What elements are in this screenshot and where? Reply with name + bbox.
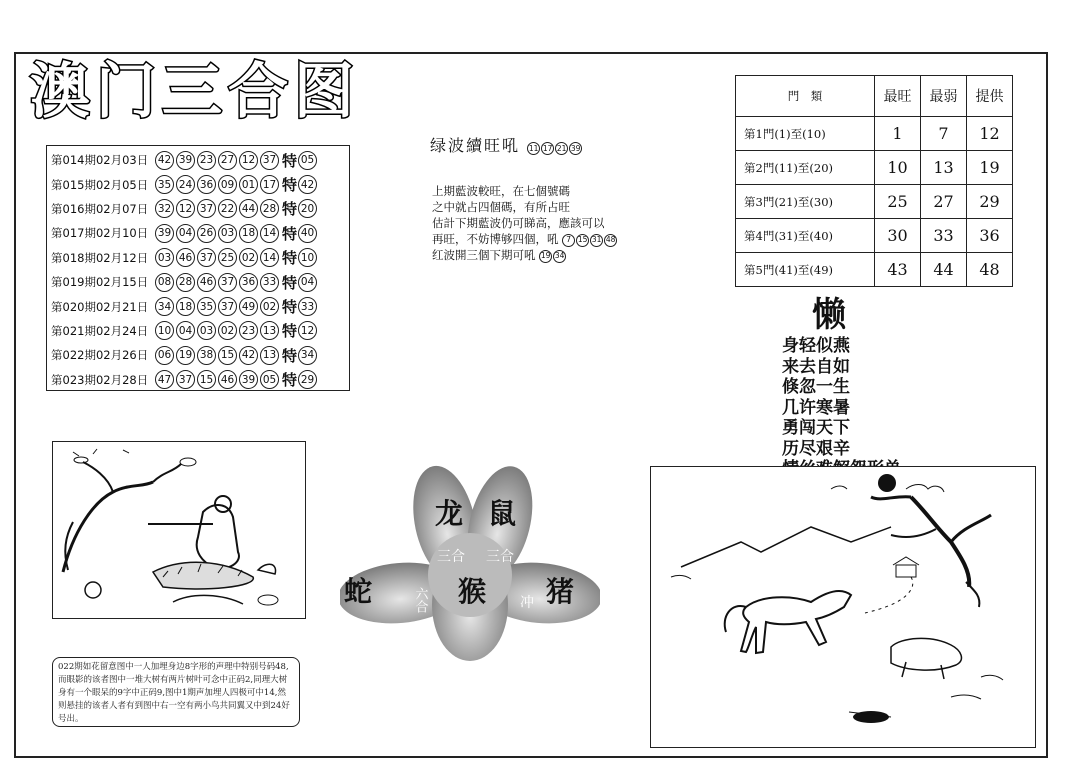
special-marker: 特: [282, 371, 298, 390]
door-give-value: 12: [967, 117, 1013, 151]
number-ball: 37: [197, 199, 216, 218]
number-ball: 18: [239, 224, 258, 243]
number-ball: 12: [239, 151, 258, 170]
special-marker: 特: [282, 151, 298, 170]
old-man-picture: [52, 441, 306, 619]
draw-row: [51, 197, 345, 221]
number-ball: 33: [260, 273, 279, 292]
door-min-value: 33: [921, 219, 967, 253]
number-ball: 15: [218, 346, 237, 365]
door-range-label: 第1門(1)至(10): [736, 117, 875, 151]
special-number-ball: 42: [298, 175, 317, 194]
draw-period-label: 第018期02月12日: [51, 250, 149, 265]
draw-period-label: 第020期02月21日: [51, 299, 149, 314]
analysis-line: 之中就占四個碼，有所占旺: [432, 200, 570, 214]
number-ball: 46: [218, 370, 237, 389]
special-marker: 特: [282, 249, 298, 268]
number-ball: 35: [197, 297, 216, 316]
poem-line: 历尽艰辛: [782, 438, 850, 459]
number-ball: 37: [218, 273, 237, 292]
small-number-ball: 31: [590, 234, 603, 247]
number-ball: 28: [260, 199, 279, 218]
door-min-value: 7: [921, 117, 967, 151]
draw-row: [51, 148, 345, 172]
special-number-ball: 04: [298, 273, 317, 292]
analysis-line: 红波開三個下期可吼 19 34: [432, 248, 565, 262]
number-ball: 26: [197, 224, 216, 243]
door-min-value: 44: [921, 253, 967, 287]
flower-petals: [340, 465, 600, 661]
header-max: 最旺: [875, 76, 921, 117]
hint-note: 022期如花留意图中一人加埋身边8字形的声理中特别号码48,而眼影的该者图中一堆大树有两片树叶可念中正码2,同理大树身有一个眼呆的9字中正码9,图中1期声加埋人四极可中14,然则悬挂的该者人者有到图中右一空有两小鸟共同翼又中到24好号出。: [52, 657, 300, 727]
number-ball: 02: [260, 297, 279, 316]
draw-period-label: 第015期02月05日: [51, 177, 149, 192]
door-max-value: 43: [875, 253, 921, 287]
draw-period-label: 第014期02月03日: [51, 153, 149, 168]
poem: [782, 336, 901, 480]
door-row: [736, 117, 1013, 151]
zodiac-dragon: 龙: [435, 497, 464, 530]
zodiac-monkey: 猴: [458, 575, 487, 608]
special-number-ball: 12: [298, 321, 317, 340]
number-ball: 09: [218, 175, 237, 194]
header-category: 門 類: [736, 76, 875, 117]
number-ball: 13: [260, 321, 279, 340]
door-row: [736, 253, 1013, 287]
draw-period-label: 第016期02月07日: [51, 201, 149, 216]
wave-title-text: 绿波續旺吼: [430, 136, 521, 155]
draw-history-table: [46, 145, 350, 391]
poem-line: 勇闯天下: [782, 418, 850, 438]
number-ball: 14: [260, 248, 279, 267]
door-max-value: 1: [875, 117, 921, 151]
analysis-line: 估計下期藍波仍可睇高，應該可以: [432, 216, 605, 230]
special-number-ball: 20: [298, 199, 317, 218]
door-row: [736, 185, 1013, 219]
number-ball: 27: [218, 151, 237, 170]
small-number-ball: 7: [562, 234, 575, 247]
number-ball: 37: [197, 248, 216, 267]
draw-period-label: 第017期02月10日: [51, 226, 149, 241]
small-number-ball: 34: [553, 250, 566, 263]
number-ball: 28: [176, 273, 195, 292]
draw-period-label: 第023期02月28日: [51, 372, 149, 387]
number-ball: 15: [197, 370, 216, 389]
number-ball: 46: [176, 248, 195, 267]
tag-san-he-2: 三合: [486, 549, 514, 565]
special-number-ball: 40: [298, 224, 317, 243]
analysis-line: 再旺，不妨博够四個，吼 7 15 31 48: [432, 232, 616, 246]
number-ball: 10: [155, 321, 174, 340]
number-ball: 23: [197, 151, 216, 170]
number-ball: 13: [260, 346, 279, 365]
small-number-ball: 21: [556, 144, 567, 153]
draw-row: [51, 368, 345, 392]
number-ball: 22: [218, 199, 237, 218]
special-marker: 特: [282, 200, 298, 219]
draw-row: [51, 319, 345, 343]
number-ball: 42: [155, 151, 174, 170]
special-marker: 特: [282, 346, 298, 365]
number-ball: 14: [260, 224, 279, 243]
number-ball: 34: [155, 297, 174, 316]
tag-san-he-1: 三合: [437, 549, 465, 565]
poem-line: 身轻似燕: [782, 336, 850, 356]
draw-period-label: 第019期02月15日: [51, 275, 149, 290]
door-row: [736, 219, 1013, 253]
door-table-header: [736, 76, 1013, 117]
special-marker: 特: [282, 273, 298, 292]
number-ball: 03: [155, 248, 174, 267]
page-title: 澳门三合图: [30, 57, 360, 127]
special-number-ball: 33: [298, 297, 317, 316]
draw-row: [51, 246, 345, 270]
number-ball: 04: [176, 224, 195, 243]
sun-icon: [878, 474, 896, 492]
small-number-ball: 15: [576, 234, 589, 247]
number-ball: 36: [197, 175, 216, 194]
tag-liu-he: 六合: [412, 587, 428, 613]
door-give-value: 36: [967, 219, 1013, 253]
number-ball: 24: [176, 175, 195, 194]
special-marker: 特: [282, 322, 298, 341]
number-ball: 38: [197, 346, 216, 365]
number-ball: 37: [176, 370, 195, 389]
door-min-value: 27: [921, 185, 967, 219]
wave-balls: [527, 144, 583, 154]
small-number-ball: 17: [542, 144, 553, 153]
door-max-value: 25: [875, 185, 921, 219]
wave-headline: [430, 133, 583, 156]
number-ball: 39: [155, 224, 174, 243]
zodiac-pig: 猪: [546, 575, 575, 608]
door-range-label: 第4門(31)至(40): [736, 219, 875, 253]
special-marker: 特: [282, 224, 298, 243]
number-ball: 04: [176, 321, 195, 340]
horse-shape: [741, 591, 851, 653]
horse-picture: [650, 466, 1036, 748]
number-ball: 23: [239, 321, 258, 340]
analysis-line: 上期藍波較旺，在七個號碼: [432, 184, 570, 198]
number-ball: 18: [176, 297, 195, 316]
number-ball: 36: [239, 273, 258, 292]
number-ball: 03: [218, 224, 237, 243]
special-number-ball: 34: [298, 346, 317, 365]
draw-period-label: 第022期02月26日: [51, 348, 149, 363]
door-stats-table: [735, 75, 1013, 287]
special-marker: 特: [282, 176, 298, 195]
door-max-value: 10: [875, 151, 921, 185]
door-range-label: 第3門(21)至(30): [736, 185, 875, 219]
number-ball: 32: [155, 199, 174, 218]
door-max-value: 30: [875, 219, 921, 253]
small-number-ball: 48: [604, 234, 617, 247]
draw-row: [51, 270, 345, 294]
zodiac-rat: 鼠: [488, 497, 517, 530]
poem-line: 几许寒暑: [782, 397, 850, 418]
draw-row: [51, 172, 345, 196]
door-range-label: 第2門(11)至(20): [736, 151, 875, 185]
door-range-label: 第5門(41)至(49): [736, 253, 875, 287]
number-ball: 19: [176, 346, 195, 365]
number-ball: 42: [239, 346, 258, 365]
number-ball: 46: [197, 273, 216, 292]
number-ball: 44: [239, 199, 258, 218]
special-number-ball: 10: [298, 248, 317, 267]
number-ball: 25: [218, 248, 237, 267]
draw-period-label: 第021期02月24日: [51, 323, 149, 338]
door-row: [736, 151, 1013, 185]
number-ball: 37: [260, 151, 279, 170]
number-ball: 06: [155, 346, 174, 365]
tag-chong: 冲: [520, 595, 534, 611]
number-ball: 02: [239, 248, 258, 267]
small-number-ball: 19: [539, 250, 552, 263]
number-ball: 01: [239, 175, 258, 194]
door-give-value: 29: [967, 185, 1013, 219]
draw-row: [51, 343, 345, 367]
number-ball: 12: [176, 199, 195, 218]
small-number-ball: 39: [570, 144, 581, 153]
poem-line: 来去自如: [782, 356, 850, 377]
number-ball: 35: [155, 175, 174, 194]
header-min: 最弱: [921, 76, 967, 117]
analysis-text: [432, 183, 672, 263]
horse-illustration: [651, 467, 1034, 746]
lazy-character: 懒: [812, 295, 846, 335]
door-give-value: 48: [967, 253, 1013, 287]
draw-row: [51, 294, 345, 318]
special-number-ball: 05: [298, 151, 317, 170]
door-give-value: 19: [967, 151, 1013, 185]
zodiac-flower: [340, 465, 600, 665]
number-ball: 05: [260, 370, 279, 389]
number-ball: 47: [155, 370, 174, 389]
special-marker: 特: [282, 298, 298, 317]
small-number-ball: 11: [528, 144, 539, 153]
number-ball: 39: [176, 151, 195, 170]
number-ball: 03: [197, 321, 216, 340]
number-ball: 17: [260, 175, 279, 194]
poem-line: 倏忽一生: [782, 377, 850, 397]
number-ball: 02: [218, 321, 237, 340]
special-number-ball: 29: [298, 370, 317, 389]
number-ball: 08: [155, 273, 174, 292]
door-min-value: 13: [921, 151, 967, 185]
zodiac-snake: 蛇: [344, 575, 373, 608]
draw-row: [51, 221, 345, 245]
number-ball: 49: [239, 297, 258, 316]
number-ball: 39: [239, 370, 258, 389]
header-give: 提供: [967, 76, 1013, 117]
old-man-illustration: [53, 442, 304, 617]
number-ball: 37: [218, 297, 237, 316]
